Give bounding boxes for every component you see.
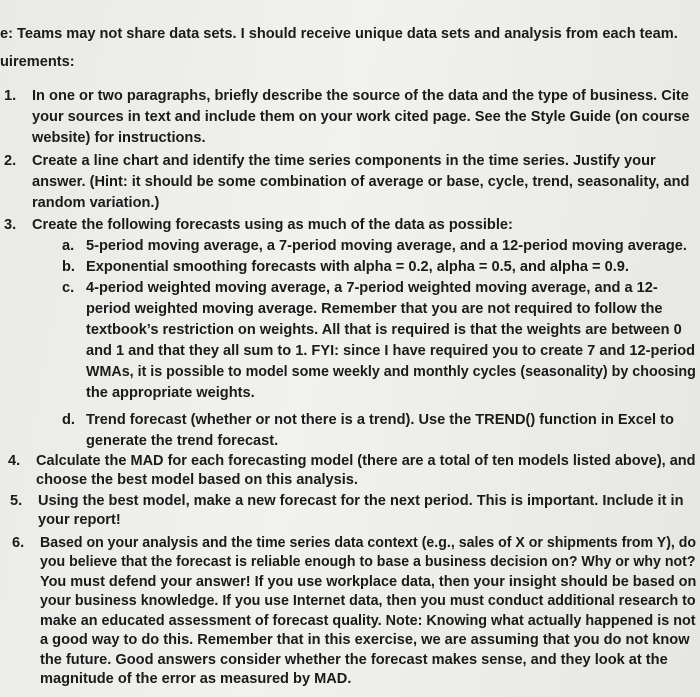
item-number: 5. [10, 493, 23, 509]
item-6-line-8: magnitude of the error as measured by MAD. [40, 671, 352, 687]
item-6-line-1: Based on your analysis and the time series data context (e.g., sales of X or shipments from Y), do [40, 535, 697, 551]
item-3-line-1: Create the following forecasts using as much of the data as possible: [32, 217, 513, 233]
subitem-a-line-1: 5-period moving average, a 7-period moving average, and a 12-period moving average. [86, 238, 687, 254]
section-heading: uirements: [0, 54, 75, 70]
item-1-line-1: In one or two paragraphs, briefly describe the source of the data and the type of business. Cite [32, 88, 689, 104]
item-number: 4. [8, 453, 21, 469]
subitem-c-line-6: the appropriate weights. [86, 385, 255, 401]
item-6-line-4: your business knowledge. If you use Internet data, then you must conduct additional research to [40, 593, 696, 609]
item-6-line-2: you believe that the forecast is reliable enough to base a business decision on? Why or why not? [40, 554, 696, 570]
item-2-line-2: answer. (Hint: it should be some combination of average or base, cycle, trend, seasonality, and [32, 174, 690, 190]
item-6-line-5: make an educated assessment of forecast quality. Note: Knowing what actually happened is not [40, 613, 696, 629]
item-2-line-3: random variation.) [32, 195, 160, 211]
subitem-d-line-2: generate the trend forecast. [86, 433, 279, 449]
subitem-c-line-2: period weighted moving average. Remember that you are not required to follow the [86, 301, 663, 317]
subitem-c-line-3: textbook’s restriction on weights. All that is required is that the weights are between 0 [86, 322, 682, 338]
item-6-line-6: a good way to do this. Remember that in this exercise, we are assuming that you do not know [40, 632, 690, 648]
item-6-line-3: You must defend your answer! If you use workplace data, then your insight should be based on [40, 574, 697, 590]
subitem-c-line-5: WMAs, it is possible to model some weekly and monthly cycles (seasonality) by choosing [86, 364, 696, 380]
subitem-letter: b. [62, 259, 75, 275]
subitem-d-line-1: Trend forecast (whether or not there is a trend). Use the TREND() function in Excel to [86, 412, 674, 428]
item-5-line-1: Using the best model, make a new forecast for the next period. This is important. Include it in [38, 493, 684, 509]
item-number: 2. [4, 153, 17, 169]
item-number: 1. [4, 88, 17, 104]
item-4-line-1: Calculate the MAD for each forecasting model (there are a total of ten models listed above), and [36, 453, 696, 469]
item-6-line-7: the future. Good answers consider whether the forecast makes sense, and they look at the [40, 652, 668, 668]
subitem-letter: c. [62, 280, 75, 296]
item-1-line-2: your sources in text and include them on your work cited page. See the Style Guide (on course [32, 109, 690, 125]
item-number: 6. [12, 535, 25, 551]
subitem-b-line-1: Exponential smoothing forecasts with alpha = 0.2, alpha = 0.5, and alpha = 0.9. [86, 259, 629, 275]
item-4-line-2: choose the best model based on this analysis. [36, 472, 358, 488]
note-line: e: Teams may not share data sets. I should receive unique data sets and analysis from each team. [0, 26, 678, 42]
item-1-line-3: website) for instructions. [32, 130, 206, 146]
subitem-letter: a. [62, 238, 75, 254]
subitem-c-line-1: 4-period weighted moving average, a 7-period weighted moving average, and a 12- [86, 280, 658, 296]
item-2-line-1: Create a line chart and identify the time series components in the time series. Justify your [32, 153, 656, 169]
subitem-c-line-4: and 1 and that they all sum to 1. FYI: since I have required you to create 7 and 12-period [86, 343, 696, 359]
item-5-line-2: your report! [38, 512, 121, 528]
subitem-letter: d. [62, 412, 75, 428]
item-number: 3. [4, 217, 17, 233]
